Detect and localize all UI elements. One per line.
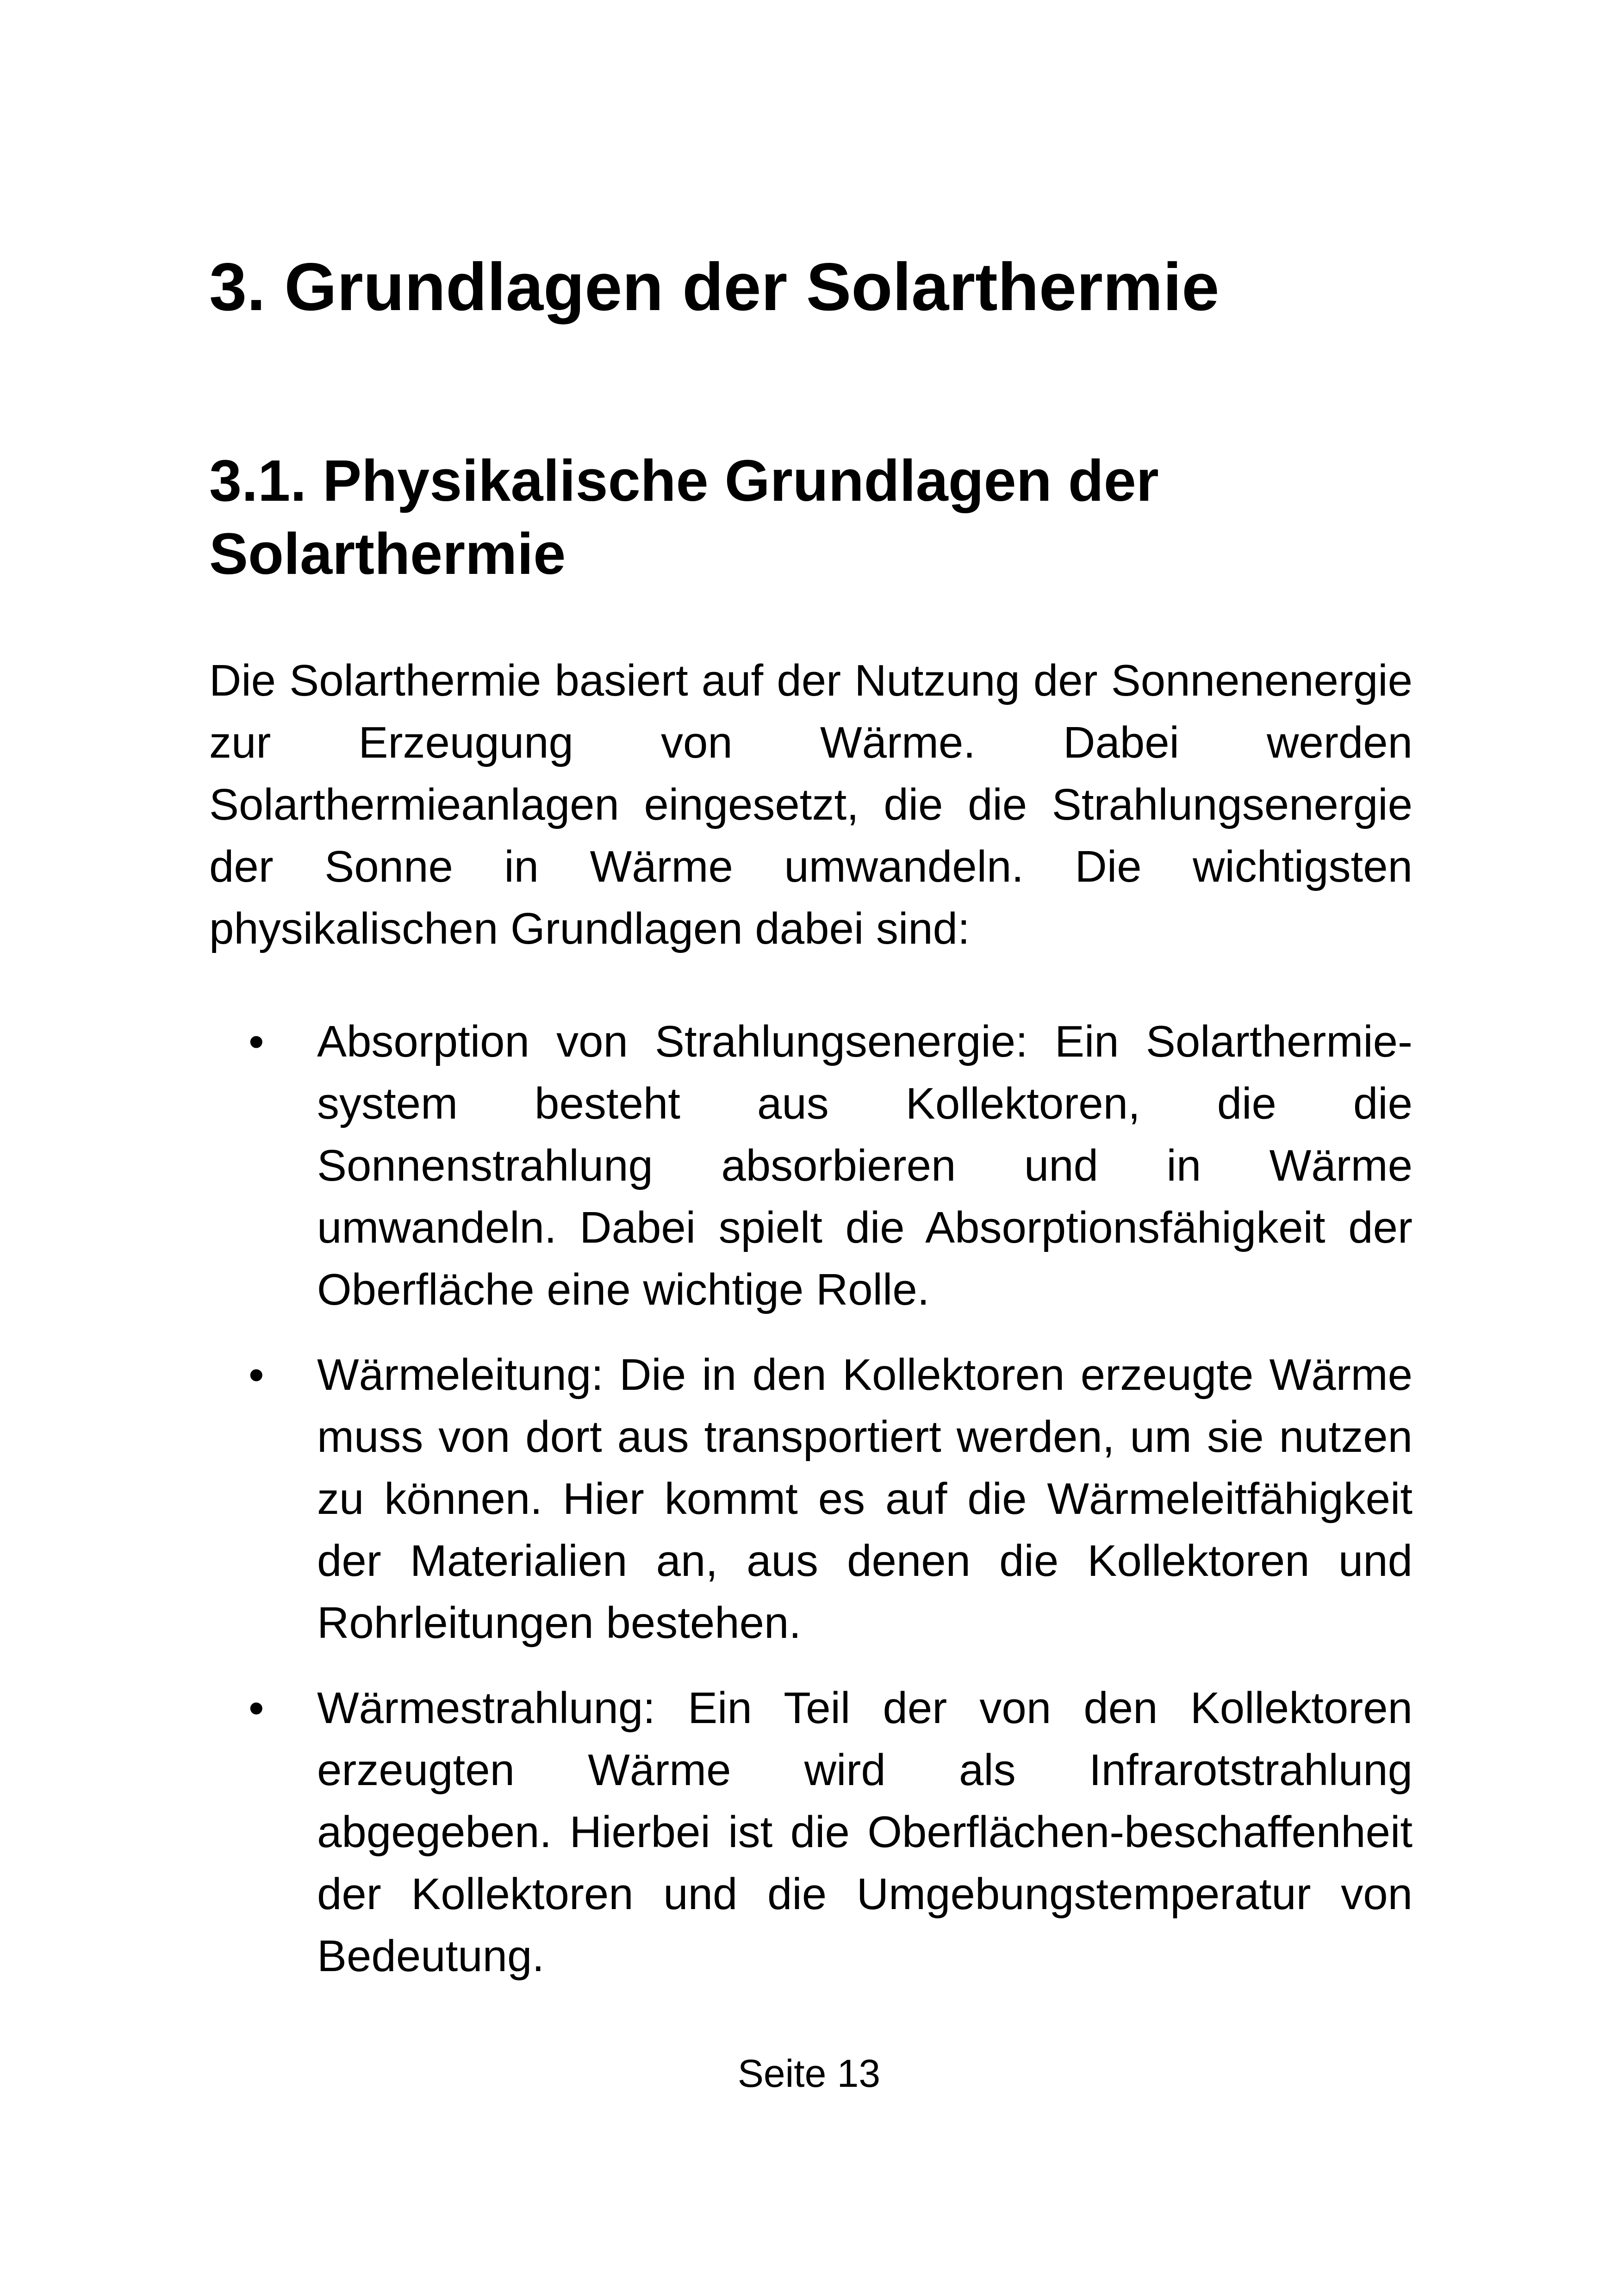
bullet-icon: •	[249, 1017, 264, 1066]
list-item	[209, 1011, 1413, 1321]
list-item-text: Wärmestrahlung: Ein Teil der von den Kollektoren erzeugten Wärme wird als Infrarotstrahlung abgegeben. Hierbei ist die Oberflächen-beschaffenheit der Kollektoren und die Umgebungstemperatur von Bedeutung.	[317, 1683, 1413, 1981]
chapter-title: 3. Grundlagen der Solarthermie	[209, 249, 1220, 324]
bullet-list	[209, 1011, 1413, 2010]
bullet-icon: •	[249, 1350, 264, 1400]
intro-paragraph: Die Solarthermie basiert auf der Nutzung der Sonnenenergie zur Erzeugung von Wärme. Dabei werden Solarthermieanlagen eingesetzt, die die Strahlungsenergie der Sonne in Wärme umwandeln. Die wichtigsten physikalischen Grundlagen dabei sind:	[209, 656, 1413, 953]
list-item-text: Absorption von Strahlungsenergie: Ein Solarthermie-system besteht aus Kollektoren, die die Sonnenstrahlung absorbieren und in Wärme umwandeln. Dabei spielt die Absorptionsfähigkeit der Oberfläche eine wichtige Rolle.	[317, 1017, 1413, 1314]
list-item-text: Wärmeleitung: Die in den Kollektoren erzeugte Wärme muss von dort aus transportiert werden, um sie nutzen zu können. Hier kommt es auf die Wärmeleitfähigkeit der Materialien an, aus denen die Kollektoren und Rohrleitungen bestehen.	[317, 1350, 1413, 1648]
list-item	[209, 1344, 1413, 1654]
list-item	[209, 1677, 1413, 1987]
page-footer	[0, 2050, 1618, 2097]
section-title: 3.1. Physikalische Grundlagen der Solarthermie	[209, 448, 1159, 586]
bullet-icon: •	[249, 1683, 264, 1733]
page-number: Seite 13	[737, 2052, 881, 2095]
